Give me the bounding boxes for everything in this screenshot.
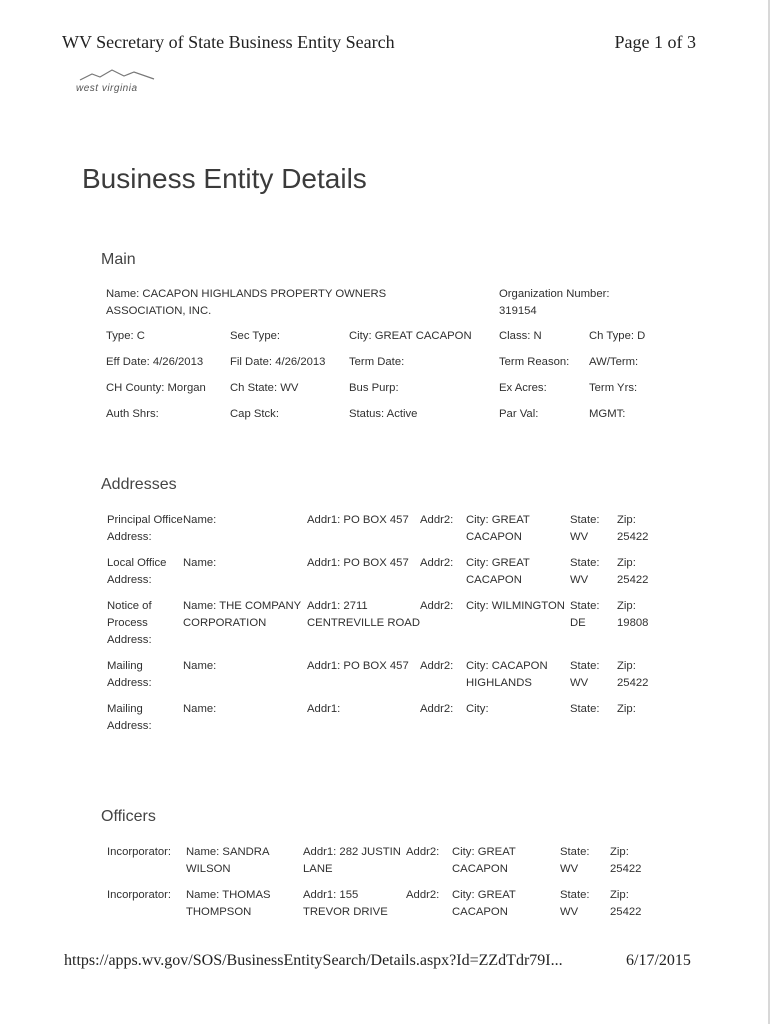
address-zip: Zip: 19808 (617, 600, 649, 629)
address-addr2: Addr2: (420, 703, 454, 715)
main-field: Class: N (499, 330, 542, 342)
main-field: Term Yrs: (589, 382, 638, 394)
address-type: Principal Office Address: (107, 514, 183, 543)
mountain-logo-icon (78, 68, 156, 82)
main-row (106, 380, 659, 406)
address-name: Name: THE COMPANY CORPORATION (183, 600, 302, 629)
address-city: City: (466, 703, 489, 715)
address-addr2: Addr2: (420, 557, 454, 569)
main-field: Cap Stck: (230, 408, 279, 420)
address-row (107, 598, 662, 658)
west-virginia-logo (72, 68, 162, 98)
address-city: City: CACAPON HIGHLANDS (466, 660, 548, 689)
address-addr2: Addr2: (420, 600, 454, 612)
officer-city: City: GREAT CACAPON (452, 889, 516, 918)
footer-url: https://apps.wv.gov/SOS/BusinessEntitySearch/Details.aspx?Id=ZZdTdr79I... (64, 952, 563, 969)
address-type: Notice of Process Address: (107, 600, 152, 646)
address-name: Name: (183, 660, 217, 672)
main-row (106, 328, 659, 354)
footer-date: 6/17/2015 (626, 952, 691, 969)
address-state: State: WV (570, 660, 600, 689)
address-zip: Zip: (617, 703, 636, 715)
officer-addr1: Addr1: 282 JUSTIN LANE (303, 846, 401, 875)
main-field: Fil Date: 4/26/2013 (230, 356, 326, 368)
main-section-title: Main (101, 251, 136, 268)
address-name: Name: (183, 557, 217, 569)
entity-name: Name: CACAPON HIGHLANDS PROPERTY OWNERS ASSOCIATION, INC. (106, 288, 387, 317)
main-details-table (106, 286, 659, 432)
officer-name: Name: THOMAS THOMPSON (186, 889, 271, 918)
addresses-section-title: Addresses (101, 476, 177, 493)
organization-number-label: Organization Number: (499, 288, 610, 300)
address-type: Mailing Address: (107, 703, 152, 732)
header-title: WV Secretary of State Business Entity Search (62, 32, 395, 52)
officer-name: Name: SANDRA WILSON (186, 846, 269, 875)
address-row (107, 512, 662, 555)
address-city: City: GREAT CACAPON (466, 557, 530, 586)
main-field: AW/Term: (589, 356, 639, 368)
address-addr2: Addr2: (420, 514, 454, 526)
address-row (107, 658, 662, 701)
main-field: Status: Active (349, 408, 418, 420)
main-field: Term Date: (349, 356, 405, 368)
address-city: City: GREAT CACAPON (466, 514, 530, 543)
main-row (106, 406, 659, 432)
main-field: Auth Shrs: (106, 408, 159, 420)
main-field: MGMT: (589, 408, 626, 420)
officer-addr1: Addr1: 155 TREVOR DRIVE (303, 889, 388, 918)
officer-zip: Zip: 25422 (610, 846, 642, 875)
logo-text: west virginia (76, 83, 138, 94)
officer-addr2: Addr2: (406, 846, 440, 858)
officer-addr2: Addr2: (406, 889, 440, 901)
officers-section-title: Officers (101, 808, 156, 825)
main-row (106, 354, 659, 380)
main-field: Bus Purp: (349, 382, 399, 394)
addresses-table (107, 512, 662, 744)
main-field: Ch State: WV (230, 382, 299, 394)
address-addr1: Addr1: PO BOX 457 (307, 660, 409, 672)
address-name: Name: (183, 703, 217, 715)
main-name-row (106, 286, 659, 328)
main-field: Sec Type: (230, 330, 281, 342)
main-field: City: GREAT CACAPON (349, 330, 472, 342)
main-field: Par Val: (499, 408, 539, 420)
officer-state: State: WV (560, 846, 590, 875)
main-field: CH County: Morgan (106, 382, 206, 394)
organization-number: 319154 (499, 305, 537, 317)
main-field: Ch Type: D (589, 330, 646, 342)
address-state: State: DE (570, 600, 600, 629)
organization-number-cell (499, 286, 659, 328)
address-state: State: WV (570, 514, 600, 543)
address-addr1: Addr1: 2711 CENTREVILLE ROAD (307, 600, 420, 629)
officer-state: State: WV (560, 889, 590, 918)
address-addr1: Addr1: PO BOX 457 (307, 514, 409, 526)
address-type: Mailing Address: (107, 660, 152, 689)
page-title: Business Entity Details (82, 163, 367, 194)
officer-city: City: GREAT CACAPON (452, 846, 516, 875)
address-row (107, 701, 662, 744)
address-row (107, 555, 662, 598)
address-addr1: Addr1: (307, 703, 341, 715)
officers-table (107, 844, 655, 930)
address-state: State: (570, 703, 600, 715)
address-city: City: WILMINGTON (466, 600, 565, 612)
main-field: Ex Acres: (499, 382, 547, 394)
address-addr2: Addr2: (420, 660, 454, 672)
main-field: Type: C (106, 330, 145, 342)
address-addr1: Addr1: PO BOX 457 (307, 557, 409, 569)
officer-zip: Zip: 25422 (610, 889, 642, 918)
address-state: State: WV (570, 557, 600, 586)
officer-role: Incorporator: (107, 889, 172, 901)
page-number: Page 1 of 3 (614, 32, 696, 52)
officer-role: Incorporator: (107, 846, 172, 858)
officer-row (107, 844, 655, 887)
officer-row (107, 887, 655, 930)
address-zip: Zip: 25422 (617, 514, 649, 543)
address-name: Name: (183, 514, 217, 526)
main-field: Term Reason: (499, 356, 570, 368)
address-type: Local Office Address: (107, 557, 167, 586)
address-zip: Zip: 25422 (617, 660, 649, 689)
main-field: Eff Date: 4/26/2013 (106, 356, 204, 368)
address-zip: Zip: 25422 (617, 557, 649, 586)
